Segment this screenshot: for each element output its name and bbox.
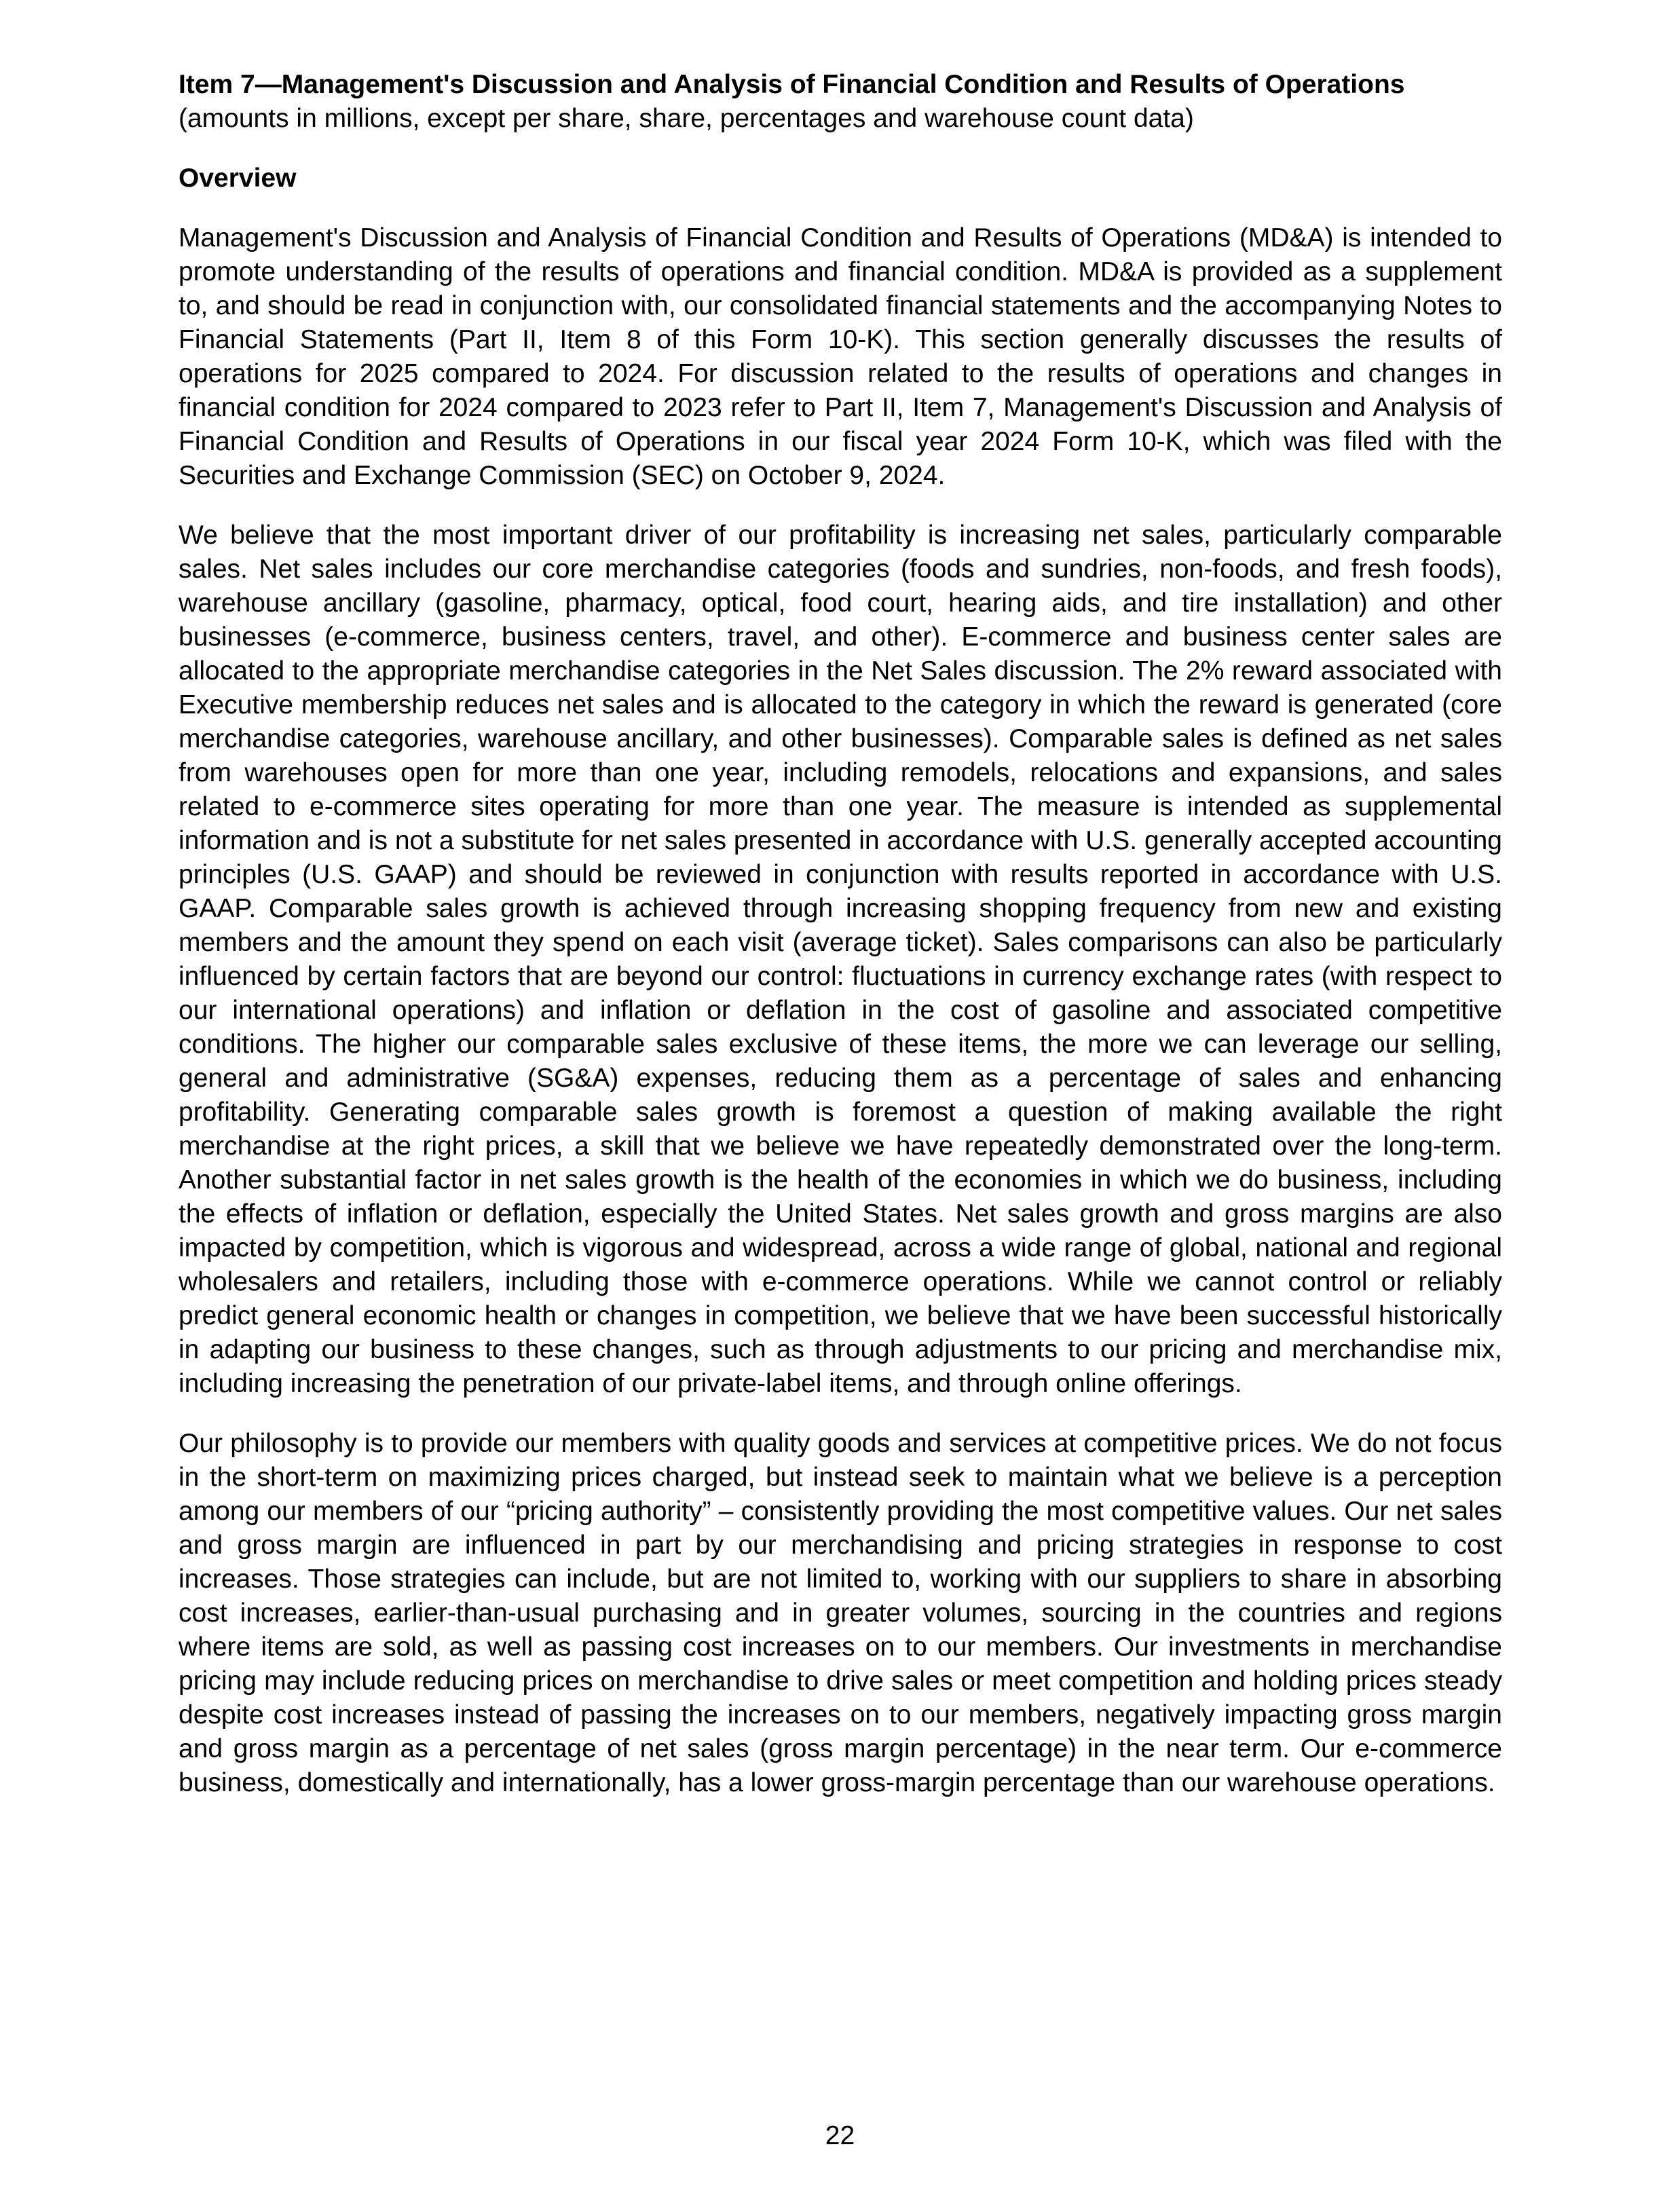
page-number: 22 (825, 2121, 855, 2150)
item-subtitle: (amounts in millions, except per share, share, percentages and warehouse count data) (179, 104, 1194, 133)
document-body (179, 68, 1502, 1800)
paragraph: Management's Discussion and Analysis of Financial Condition and Results of Operations (MD&A) is intended to promote understanding of the results of operations and financial condition. MD&A is provided as a supplement to, and should be read in conjunction with, our consolidated financial statements and the accompanying Notes to Financial Statements (Part II, Item 8 of this Form 10-K). This section generally discusses the results of operations for 2025 compared to 2024. For discussion related to the results of operations and changes in financial condition for 2024 compared to 2023 refer to Part II, Item 7, Management's Discussion and Analysis of Financial Condition and Results of Operations in our fiscal year 2024 Form 10-K, which was filed with the Securities and Exchange Commission (SEC) on October 9, 2024. (179, 223, 1502, 490)
section-heading: Overview (179, 164, 297, 193)
paragraph: Our philosophy is to provide our members with quality goods and services at competitive prices. We do not focus in the short-term on maximizing prices charged, but instead seek to maintain what we believe is a perception among our members of our “pricing authority” – consistently providing the most competitive values. Our net sales and gross margin are influenced in part by our merchandising and pricing strategies in response to cost increases. Those strategies can include, but are not limited to, working with our suppliers to share in absorbing cost increases, earlier-than-usual purchasing and in greater volumes, sourcing in the countries and regions where items are sold, as well as passing cost increases on to our members. Our investments in merchandise pricing may include reducing prices on merchandise to drive sales or meet competition and holding prices steady despite cost increases instead of passing the increases on to our members, negatively impacting gross margin and gross margin as a percentage of net sales (gross margin percentage) in the near term. Our e-commerce business, domestically and internationally, has a lower gross-margin percentage than our warehouse operations. (179, 1429, 1502, 1797)
item-title: Item 7—Management's Discussion and Analysis of Financial Condition and Results of Operations (179, 70, 1405, 99)
paragraph: We believe that the most important driver of our profitability is increasing net sales, particularly comparable sales. Net sales includes our core merchandise categories (foods and sundries, non-foods, and fresh foods), warehouse ancillary (gasoline, pharmacy, optical, food court, hearing aids, and tire installation) and other businesses (e-commerce, business centers, travel, and other). E-commerce and business center sales are allocated to the appropriate merchandise categories in the Net Sales discussion. The 2% reward associated with Executive membership reduces net sales and is allocated to the category in which the reward is generated (core merchandise categories, warehouse ancillary, and other businesses). Comparable sales is defined as net sales from warehouses open for more than one year, including remodels, relocations and expansions, and sales related to e-commerce sites operating for more than one year. The measure is intended as supplemental information and is not a substitute for net sales presented in accordance with U.S. generally accepted accounting principles (U.S. GAAP) and should be reviewed in conjunction with results reported in accordance with U.S. GAAP. Comparable sales growth is achieved through increasing shopping frequency from new and existing members and the amount they spend on each visit (average ticket). Sales comparisons can also be particularly influenced by certain factors that are beyond our control: fluctuations in currency exchange rates (with respect to our international operations) and inflation or deflation in the cost of gasoline and associated competitive conditions. The higher our comparable sales exclusive of these items, the more we can leverage our selling, general and administrative (SG&A) expenses, reducing them as a percentage of sales and enhancing profitability. Generating comparable sales growth is foremost a question of making available the right merchandise at the right prices, a skill that we believe we have repeatedly demonstrated over the long-term. Another substantial factor in net sales growth is the health of the economies in which we do business, including the effects of inflation or deflation, especially the United States. Net sales growth and gross margins are also impacted by competition, which is vigorous and widespread, across a wide range of global, national and regional wholesalers and retailers, including those with e-commerce operations. While we cannot control or reliably predict general economic health or changes in competition, we believe that we have been successful historically in adapting our business to these changes, such as through adjustments to our pricing and merchandise mix, including increasing the penetration of our private-label items, and through online offerings. (179, 521, 1502, 1398)
